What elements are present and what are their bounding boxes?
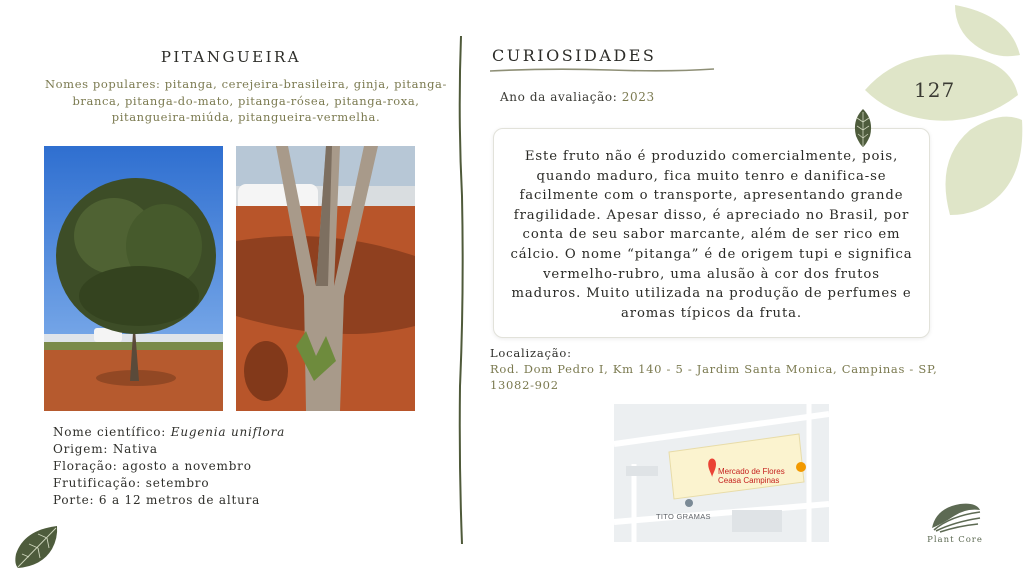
map-poi-label: TITO GRAMAS [656,512,711,521]
fruiting: Frutificação: setembro [53,476,210,490]
curiosities-text: Este fruto não é produzido comercialmente, pois, quando maduro, fica muito tenro e danifica-se facilmente com o transporte, apresentando grande fragilidade. Apesar disso, é apreciado no Brasil, por conta de seu sabor marcante, além de ser rico em cálcio. O nome “pitanga” é de origem tupi e significa vermelho-rubro, uma alusão à cor dos frutos maduros. Muito utilizada na produção de perfumes e aromas típicos da fruta. [510,149,913,321]
brand-name: Plant Core [927,535,983,545]
location-label: Localização: [490,346,572,360]
tree-photo [44,146,223,411]
year-value: 2023 [621,90,655,104]
column-divider [455,36,469,546]
plant-facts [53,424,285,509]
leaf-icon [12,524,60,570]
location-address: Rod. Dom Pedro I, Km 140 - 5 - Jardim Santa Monica, Campinas - SP, 13082-902 [490,362,938,392]
year-label: Ano da avaliação: [500,90,622,104]
location-map[interactable] [614,404,829,542]
page-number: 127 [914,78,956,102]
plant-size: Porte: 6 a 12 metros de altura [53,493,261,507]
plant-title: PITANGUEIRA [160,48,302,66]
map-place-line2: Ceasa Campinas [718,476,780,485]
title-underline [490,66,716,74]
scientific-name [53,424,285,441]
scientific-name-label: Nome científico: [53,425,171,439]
map-place-line1: Mercado de Flores [718,467,785,476]
origin: Origem: Nativa [53,442,158,456]
flowering: Floração: agosto a novembro [53,459,252,473]
decorative-leaves [860,0,1024,230]
plant-core-logo [930,500,982,534]
evaluation-year [500,90,655,104]
curiosities-title: CURIOSIDADES [492,46,657,65]
popular-names: Nomes populares: pitanga, cerejeira-brasileira, ginja, pitanga-branca, pitanga-do-mato, pitanga-rósea, pitanga-roxa, pitangueira-miúda, pitangueira-vermelha. [45,77,447,124]
scientific-name-value: Eugenia uniflora [170,425,286,439]
trunk-photo [236,146,415,411]
